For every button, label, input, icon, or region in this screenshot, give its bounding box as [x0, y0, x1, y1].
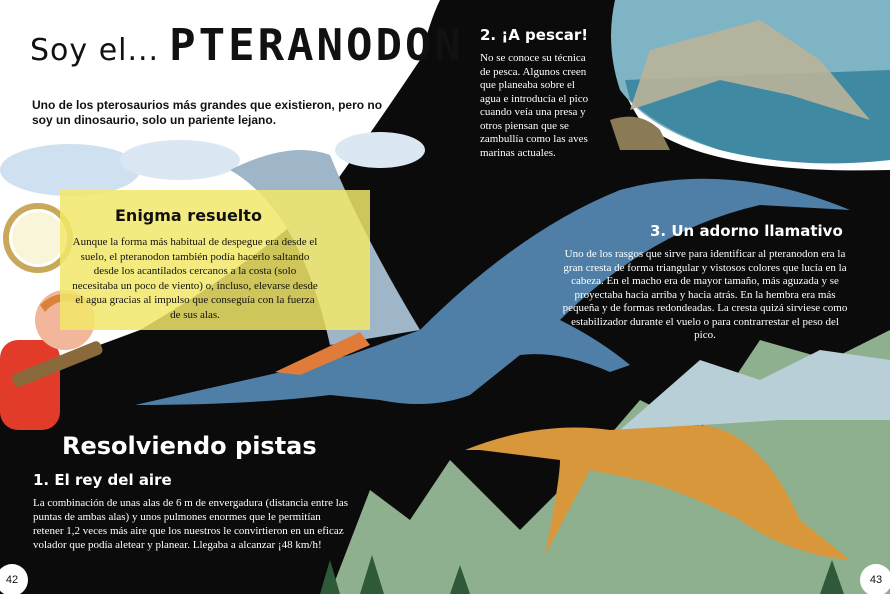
title-main: PTERANODON: [169, 20, 464, 71]
boy-body: [0, 340, 60, 430]
cloud: [120, 140, 240, 180]
crest-text: Uno de los rasgos que sirve para identificar al pteranodon era la gran cresta de forma triangular y vistosos colores que lucía en la cabeza. En el macho era de mayor tamaño, más aguzada y se proyectaba hacia arriba y hacia atrás. En la hembra era más pequeña y de formas redondeadas. La cresta quizá sirviese como estabilizador durante el vuelo o para contrarrestar el peso del pico.: [562, 248, 848, 341]
title-prefix: Soy el...: [30, 33, 160, 68]
fishing-title: 2. ¡A pescar!: [480, 26, 589, 44]
enigma-title: Enigma resuelto: [115, 206, 262, 225]
page-title: [30, 20, 464, 71]
page-number-left: 42: [0, 564, 28, 594]
fishing-text: No se conoce su técnica de pesca. Algunos creen que planeaba sobre el agua e introducía el pico cuando veía una presa y otros piensan que se zambullía como las aves marinas actuales.: [480, 52, 589, 159]
crest-title: 3. Un adorno llamativo: [650, 222, 843, 240]
subtitle: Uno de los pterosaurios más grandes que existieron, pero no soy un dinosaurio, solo un pariente lejano.: [32, 98, 383, 127]
enigma-text: Aunque la forma más habitual de despegue era desde el suelo, el pteranodon también podía hacerlo saltando desde los acantilados cercanos a la costa (solo necesitaba un poco de viento) o, incluso, elevarse desde el agua gracias al impulso que conseguía con la fuerza de sus alas.: [72, 236, 318, 321]
page-number-right: 43: [860, 564, 890, 594]
magnifier-lens: [12, 212, 64, 264]
clue-1-title: 1. El rey del aire: [33, 471, 172, 489]
clues-heading: Resolviendo pistas: [62, 432, 317, 460]
clue-1-text: La combinación de unas alas de 6 m de envergadura (distancia entre las puntas de ambas alas) y unos pulmones enormes que le permitían retener 1,2 veces más aire que los nuestros le convirtieron en un eficaz volador que podía aletear y planear. Llegaba a alcanzar ¡48 km/h!: [33, 497, 349, 551]
cloud: [335, 132, 425, 168]
cloud: [0, 144, 140, 196]
